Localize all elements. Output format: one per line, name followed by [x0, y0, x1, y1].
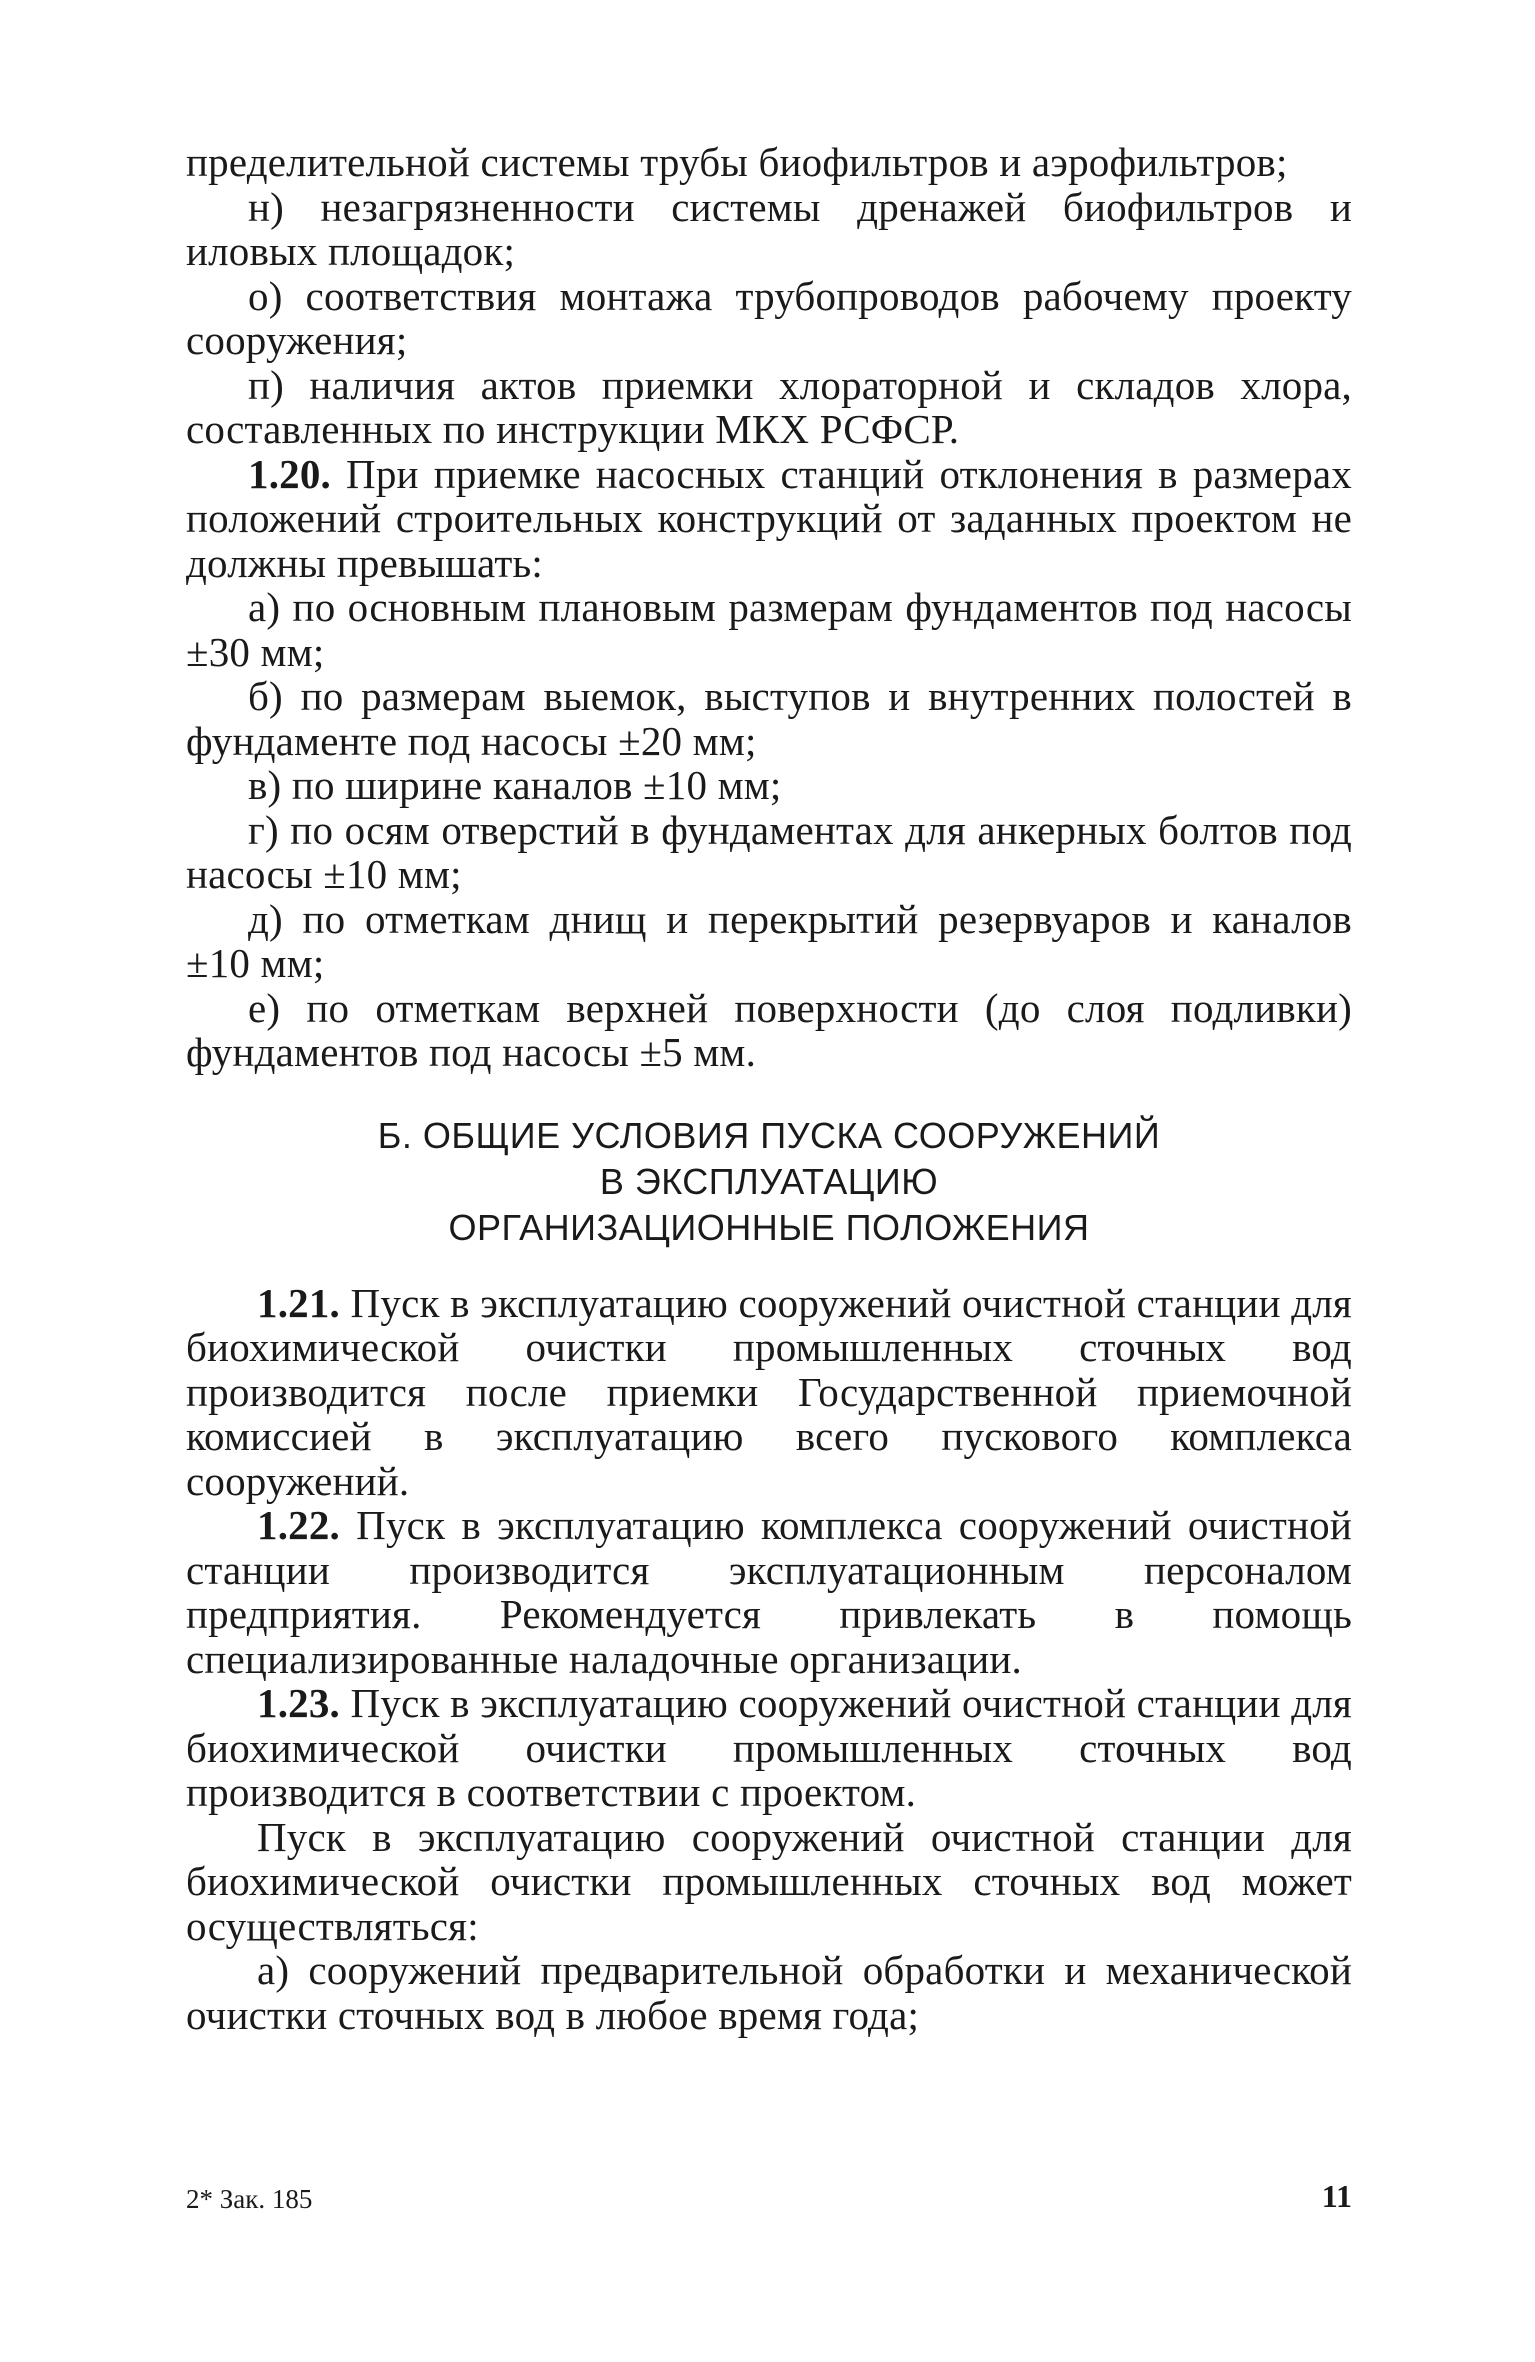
- paragraph: [186, 274, 1352, 363]
- paragraph-text: о) соответствия монтажа трубопроводов рабочему проекту сооружения;: [186, 272, 1352, 363]
- heading-line-1: Б. ОБЩИЕ УСЛОВИЯ ПУСКА СООРУЖЕНИЙ: [377, 1114, 1161, 1156]
- paragraph: [186, 986, 1352, 1075]
- paragraph: [186, 585, 1352, 674]
- organizational-provisions: [186, 1281, 1352, 2038]
- paragraph: [186, 452, 1352, 586]
- paragraph: [186, 140, 1352, 185]
- clause-number: 1.22.: [257, 1502, 340, 1548]
- paragraph: [186, 1681, 1352, 1815]
- paragraph-text: Пуск в эксплуатацию сооружений очистной станции для биохимической очистки промышленных сточных вод производится после приемки Государственной приемочной комиссией в эксплуатацию всего пускового комплекса сооружений.: [186, 1279, 1352, 1504]
- paragraph: [186, 763, 1352, 808]
- paragraph: [186, 897, 1352, 986]
- paragraph-text: б) по размерам выемок, выступов и внутренних полостей в фундаменте под насосы ±20 мм;: [186, 673, 1352, 764]
- paragraph-text: а) сооружений предварительной обработки и механической очистки сточных вод в любое время года;: [186, 1947, 1352, 2038]
- paragraph: [186, 1948, 1352, 2037]
- page-footer: [186, 2178, 1352, 2218]
- heading-line-3: ОРГАНИЗАЦИОННЫЕ ПОЛОЖЕНИЯ: [448, 1206, 1090, 1248]
- paragraph: [186, 674, 1352, 763]
- paragraph-text: Пуск в эксплуатацию сооружений очистной станции для биохимической очистки промышленных сточных вод может осуществляться:: [186, 1813, 1352, 1949]
- section-heading: [186, 1113, 1352, 1251]
- paragraph: [186, 363, 1352, 452]
- paragraph: [186, 1815, 1352, 1949]
- print-signature: 2* Зак. 185: [186, 2184, 313, 2214]
- paragraph: [186, 1503, 1352, 1681]
- clause-number: 1.20.: [248, 450, 331, 497]
- paragraph-text: При приемке насосных станций отклонения в размерах положений строительных конструкций от заданных проектом не должны превышать:: [186, 450, 1352, 586]
- paragraph-text: д) по отметкам днищ и перекрытий резервуаров и каналов ±10 мм;: [186, 895, 1352, 986]
- requirements-list: [186, 140, 1352, 1075]
- clause-number: 1.21.: [257, 1279, 340, 1326]
- paragraph-text: а) по основным плановым размерам фундаментов под насосы ±30 мм;: [186, 584, 1352, 675]
- paragraph-text: в) по ширине каналов ±10 мм;: [248, 762, 782, 808]
- paragraph-text: н) незагрязненности системы дренажей биофильтров и иловых площадок;: [186, 183, 1352, 274]
- page-body: [186, 140, 1352, 2037]
- paragraph-text: Пуск в эксплуатацию сооружений очистной станции для биохимической очистки промышленных сточных вод производится в соответствии с проектом.: [186, 1680, 1352, 1815]
- paragraph: [186, 1281, 1352, 1504]
- paragraph-text: е) по отметкам верхней поверхности (до слоя подливки) фундаментов под насосы ±5 мм.: [186, 984, 1352, 1075]
- paragraph-text: г) по осям отверстий в фундаментах для анкерных болтов под насосы ±10 мм;: [186, 806, 1352, 897]
- paragraph-text: Пуск в эксплуатацию комплекса сооружений очистной станции производится эксплуатационным персоналом предприятия. Рекомендуется привлекать в помощь специализированные наладочные организации.: [186, 1502, 1352, 1682]
- paragraph-text: пределительной системы трубы биофильтров и аэрофильтров;: [186, 139, 1288, 185]
- paragraph: [186, 185, 1352, 274]
- page-number: 11: [1321, 2178, 1352, 2214]
- heading-line-2: В ЭКСПЛУАТАЦИЮ: [599, 1160, 939, 1202]
- paragraph-text: п) наличия актов приемки хлораторной и складов хлора, составленных по инструкции МКХ РСФСР.: [186, 361, 1352, 452]
- paragraph: [186, 808, 1352, 897]
- clause-number: 1.23.: [257, 1680, 340, 1726]
